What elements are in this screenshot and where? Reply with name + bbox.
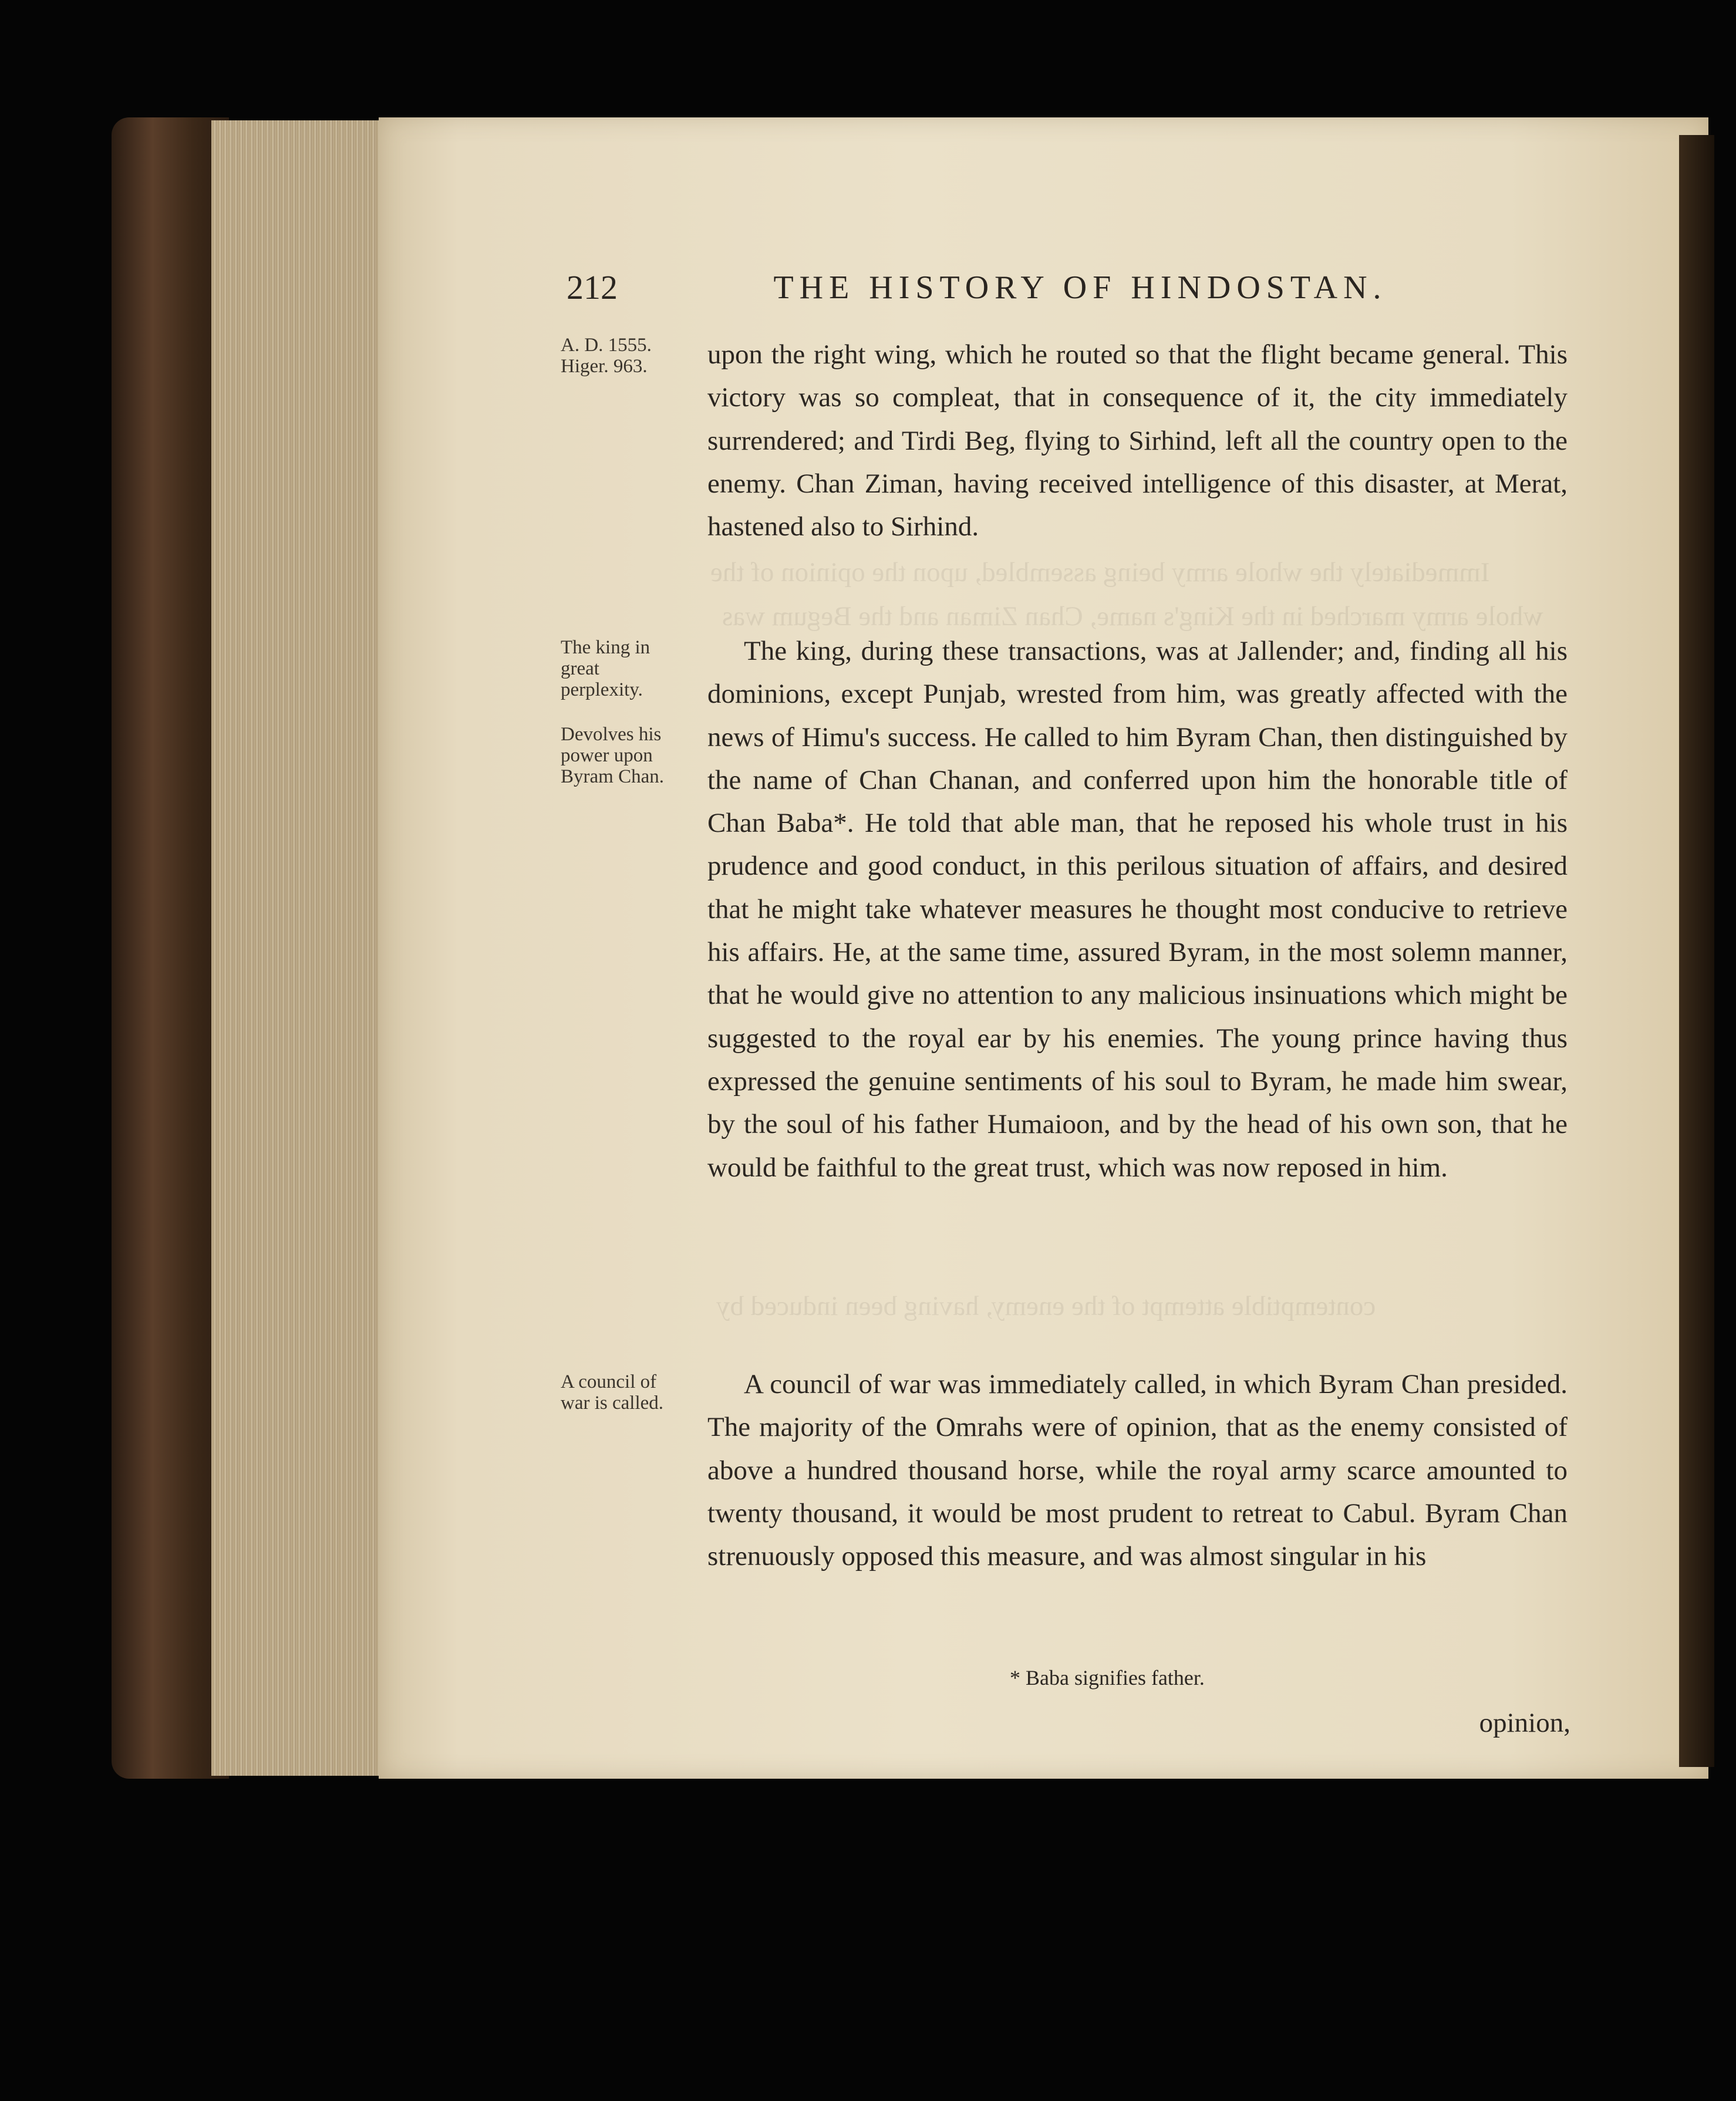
paragraph-text: A council of war was immediately called, in which Byram Chan presided. The majority of the Omrahs were of opinion, that as the enemy consisted of above a hundred thousand horse, while the royal army scarce amounted to twenty thousand, it would be most prudent to retreat to Cabul. Byram Chan strenuously opposed this measure, and was almost singular in his	[707, 1369, 1568, 1572]
footnote: * Baba signifies father.	[1010, 1666, 1205, 1689]
show-through-text: contemptible attempt of the enemy, having been induced by	[716, 1291, 1376, 1321]
running-title: THE HISTORY OF HINDOSTAN.	[773, 269, 1387, 306]
paragraph-3	[707, 1363, 1568, 1578]
catchword: opinion,	[1479, 1708, 1570, 1738]
page-edges	[211, 120, 382, 1776]
margin-date	[561, 335, 687, 377]
show-through-text: whole army marched in the King's name, Chan Ziman and the Begum was	[722, 601, 1543, 632]
paragraph-text: upon the right wing, which he routed so that the flight became general. This victory was so compleat, that in consequence of it, the city immediately surrendered; and Tirdi Beg, flying to Sirhind, left all the country open to the enemy. Chan Ziman, having received intelligence of this disaster, at Merat, hastened also to Sirhind.	[707, 339, 1568, 542]
paragraph-2	[707, 630, 1568, 1189]
margin-note-council: A council of war is called.	[561, 1371, 664, 1414]
margin-date-higer: Higer. 963.	[561, 356, 648, 377]
show-through-text: Immediately the whole army being assembled, upon the opinion of the	[710, 557, 1490, 588]
paragraph-1	[707, 333, 1568, 548]
spine-right	[1679, 135, 1714, 1767]
page-number: 212	[567, 268, 618, 306]
margin-date-ad: A. D. 1555.	[561, 335, 652, 356]
paragraph-text: The king, during these transactions, was at Jallender; and, finding all his dominions, except Punjab, wrested from him, was greatly affected with the news of Himu's success. He called to him Byram Chan, then distinguished by the name of Chan Chanan, and conferred upon him the honorable title of Chan Baba*. He told that able man, that he reposed his whole trust in his prudence and good conduct, in this perilous situation of affairs, and desired that he might take whatever measures he thought most conducive to retrieve his affairs. He, at the same time, assured Byram, in the most solemn manner, that he would give no attention to any malicious insinuations which might be suggested to the royal ear by his enemies. The young prince having thus expressed the genuine sentiments of his soul to Byram, he made him swear, by the soul of his father Humaioon, and by the head of his own son, that he would be faithful to the great trust, which was now reposed in him.	[707, 636, 1568, 1183]
margin-note-perplexity: The king in great perplexity.	[561, 637, 650, 700]
margin-note-devolves-power: Devolves his power upon Byram Chan.	[561, 724, 664, 787]
